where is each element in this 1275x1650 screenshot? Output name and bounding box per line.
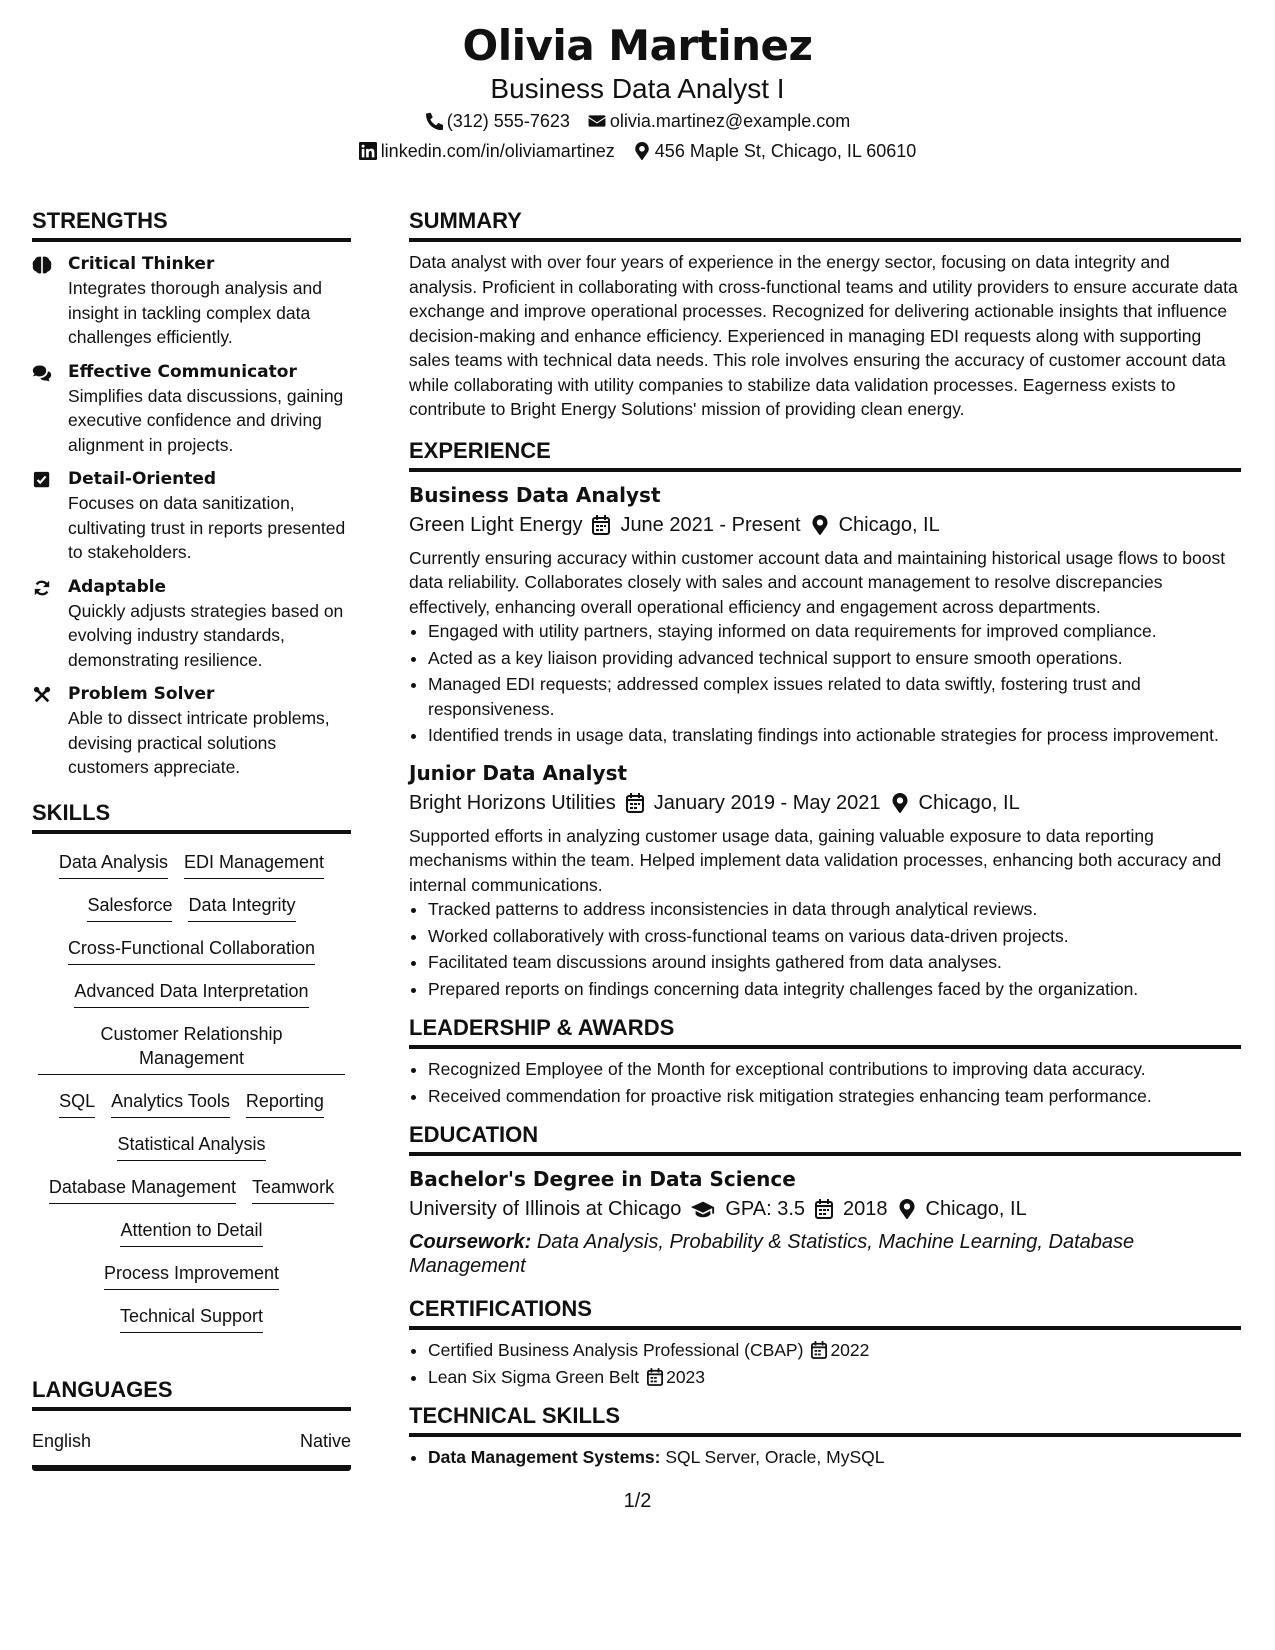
award-item: • Received commendation for proactive risk mitigation strategies enhancing team performance.: [428, 1084, 1241, 1109]
experience-heading: EXPERIENCE: [409, 434, 1241, 472]
certification-name: • Certified Business Analysis Professional (CBAP): [428, 1340, 804, 1360]
language-name: English: [32, 1430, 92, 1451]
right-column: [409, 204, 1241, 1472]
strength-item: [32, 575, 351, 673]
email-text: olivia.martinez@example.com: [609, 111, 851, 131]
school-location: Chicago, IL: [925, 1198, 1027, 1220]
candidate-title: Business Data Analyst I: [490, 73, 785, 104]
coursework-text: Data Analysis, Probability & Statistics, Machine Learning, Database Management: [409, 1231, 1135, 1277]
job-bullet: • Identified trends in usage data, translating findings into actionable strategies for process improvement.: [428, 723, 1241, 748]
strength-item: [32, 252, 351, 350]
linkedin-text: linkedin.com/in/oliviamartinez: [380, 141, 615, 161]
contact-row-1: [0, 106, 1275, 136]
job-bullet: • Acted as a key liaison providing advanced technical support to ensure smooth operations.: [428, 646, 1241, 671]
contact-phone: [425, 106, 570, 136]
certification-item: [428, 1365, 1241, 1390]
skill-tag: Customer Relationship Management: [38, 1022, 345, 1075]
strength-name: Problem Solver: [68, 684, 215, 704]
page-number: 1/2: [623, 1490, 652, 1512]
strength-name: Detail-Oriented: [68, 469, 217, 489]
language-level: Native: [299, 1430, 351, 1451]
skill-tag: Analytics Tools: [111, 1089, 230, 1118]
candidate-name: Olivia Martinez: [462, 21, 813, 70]
job-dates: January 2019 - May 2021: [653, 791, 881, 814]
skill-tag: Reporting: [246, 1089, 324, 1118]
map-pin-icon: [898, 1199, 916, 1219]
summary-text: Data analyst with over four years of experience in the energy sector, focusing on data integrity and analysis. Proficient in collaborating with cross-functional teams and utility providers to ensure accurate data exchange and improve operational processes. Recognized for delivering actionable insights that influence decision-making and enhance efficiency. Experienced in managing EDI requests along with supporting sales teams with technical data needs. This role involves ensuring the accuracy of customer account data while collaborating with utility companies to stabilize data validation processes. Eagerness exists to contribute to Bright Energy Solutions' mission of providing clean energy.: [409, 252, 1238, 419]
job-description: Supported efforts in analyzing customer usage data, gaining valuable exposure to data reporting mechanisms within the team. Helped implement data validation processes, enhancing both accuracy and internal communications.: [409, 825, 1222, 895]
job-entry: [409, 480, 1241, 748]
education-meta: [409, 1194, 1241, 1224]
graduation-cap-icon: [691, 1199, 715, 1219]
education-heading: EDUCATION: [409, 1118, 1241, 1156]
strength-item: [32, 360, 351, 458]
certifications-list: [409, 1338, 1241, 1389]
company-name: Bright Horizons Utilities: [409, 791, 616, 814]
language-row: [32, 1419, 351, 1471]
skills-heading: SKILLS: [32, 796, 351, 834]
coursework-label: Coursework:: [409, 1231, 532, 1253]
sync-icon: [32, 579, 52, 597]
strength-name: Critical Thinker: [68, 254, 215, 274]
certification-item: [428, 1338, 1241, 1363]
leadership-list: [409, 1057, 1241, 1108]
job-bullets: [409, 897, 1241, 1001]
strengths-heading: STRENGTHS: [32, 204, 351, 242]
envelope-icon: [588, 112, 606, 130]
technical-skill-label: Data Management Systems:: [428, 1447, 661, 1467]
calendar-icon: [626, 793, 644, 813]
certifications-heading: CERTIFICATIONS: [409, 1292, 1241, 1330]
job-meta: [409, 788, 1241, 818]
brain-icon: [32, 256, 52, 274]
skill-tag: Teamwork: [252, 1175, 334, 1204]
leadership-heading: LEADERSHIP & AWARDS: [409, 1011, 1241, 1049]
skill-tag: Data Integrity: [188, 893, 295, 922]
strength-name: Effective Communicator: [68, 361, 297, 382]
calendar-icon: [815, 1199, 833, 1219]
gpa-text: GPA: 3.5: [725, 1198, 806, 1220]
map-pin-icon: [811, 515, 829, 535]
graduation-year: 2018: [843, 1198, 888, 1220]
calendar-icon: [811, 1341, 827, 1359]
job-bullets: [409, 619, 1241, 748]
resume-header: [0, 20, 1275, 166]
skill-tag: EDI Management: [184, 850, 324, 879]
skill-tag: Cross-Functional Collaboration: [68, 936, 315, 965]
job-bullet: • Engaged with utility partners, staying informed on data requirements for improved compliance.: [428, 619, 1241, 644]
job-bullet: • Prepared reports on findings concerning data integrity challenges faced by the organization.: [428, 977, 1241, 1002]
map-pin-icon: [633, 142, 651, 160]
strength-name: Adaptable: [68, 576, 167, 597]
strength-desc: Able to dissect intricate problems, devising practical solutions customers appreciate.: [68, 708, 330, 777]
job-entry: [409, 758, 1241, 1002]
contact-email[interactable]: [588, 106, 850, 136]
job-title: Business Data Analyst: [409, 482, 661, 507]
job-location: Chicago, IL: [838, 513, 940, 536]
skill-tag: Advanced Data Interpretation: [74, 979, 308, 1008]
skills-list: [32, 842, 351, 1333]
job-bullet: • Tracked patterns to address inconsistencies in data through analytical reviews.: [428, 897, 1241, 922]
strength-desc: Quickly adjusts strategies based on evolving industry standards, demonstrating resilience.: [68, 600, 344, 670]
job-dates: June 2021 - Present: [620, 513, 801, 536]
tools-icon: [32, 686, 52, 704]
technical-skill-item: [428, 1445, 1241, 1470]
job-meta: [409, 510, 1241, 540]
calendar-icon: [592, 515, 610, 535]
strength-item: [32, 467, 351, 565]
certification-name: • Lean Six Sigma Green Belt: [428, 1366, 640, 1387]
job-bullet: • Facilitated team discussions around insights gathered from data analyses.: [428, 950, 1241, 975]
contact-linkedin[interactable]: [359, 136, 615, 166]
job-location: Chicago, IL: [918, 791, 1020, 814]
strengths-list: [32, 250, 351, 780]
strength-desc: Simplifies data discussions, gaining executive confidence and driving alignment in projects.: [68, 385, 344, 455]
phone-text: (312) 555-7623: [446, 111, 570, 131]
languages-heading: LANGUAGES: [32, 1373, 351, 1411]
linkedin-icon: [359, 142, 377, 160]
skill-tag: Database Management: [49, 1175, 236, 1204]
job-bullet: • Managed EDI requests; addressed complex issues related to data swiftly, fostering trust and responsiveness.: [428, 672, 1241, 721]
skill-tag: Technical Support: [120, 1304, 263, 1333]
summary-heading: SUMMARY: [409, 204, 1241, 242]
chat-bubbles-icon: [32, 364, 52, 382]
certification-year: 2022: [830, 1340, 870, 1360]
contact-address: [633, 136, 917, 166]
check-square-icon: [32, 471, 52, 489]
skill-tag: Salesforce: [87, 893, 172, 922]
map-pin-icon: [891, 793, 909, 813]
phone-icon: [425, 112, 443, 130]
coursework: [409, 1230, 1241, 1278]
technical-skills-heading: TECHNICAL SKILLS: [409, 1399, 1241, 1437]
certification-year: 2023: [666, 1366, 706, 1387]
technical-skills-list: [409, 1445, 1241, 1470]
degree-name: Bachelor's Degree in Data Science: [409, 1167, 796, 1191]
skill-tag: Attention to Detail: [120, 1218, 262, 1247]
strength-item: [32, 682, 351, 780]
skill-tag: Data Analysis: [59, 850, 168, 879]
skill-tag: Process Improvement: [104, 1261, 279, 1290]
left-column: [32, 204, 351, 1471]
technical-skill-value: SQL Server, Oracle, MySQL: [665, 1447, 885, 1467]
company-name: Green Light Energy: [409, 513, 583, 536]
skill-tag: Statistical Analysis: [117, 1132, 265, 1161]
award-item: • Recognized Employee of the Month for exceptional contributions to improving data accuracy.: [428, 1057, 1241, 1082]
job-title: Junior Data Analyst: [409, 760, 628, 785]
job-bullet: • Worked collaboratively with cross-functional teams on various data-driven projects.: [428, 924, 1241, 949]
strength-desc: Integrates thorough analysis and insight in tackling complex data challenges efficiently.: [68, 278, 322, 347]
job-description: Currently ensuring accuracy within customer account data and maintaining historical usage flows to boost data reliability. Collaborates closely with sales and account management to resolve discrepancies effectively, enhancing overall operational efficiency and engagement across departments.: [409, 547, 1226, 617]
calendar-icon: [647, 1368, 663, 1386]
address-text: 456 Maple St, Chicago, IL 60610: [654, 141, 917, 161]
school-name: University of Illinois at Chicago: [409, 1198, 682, 1220]
contact-row-2: [0, 136, 1275, 166]
skill-tag: SQL: [59, 1089, 95, 1118]
strength-desc: Focuses on data sanitization, cultivating trust in reports presented to stakeholders.: [68, 493, 346, 562]
